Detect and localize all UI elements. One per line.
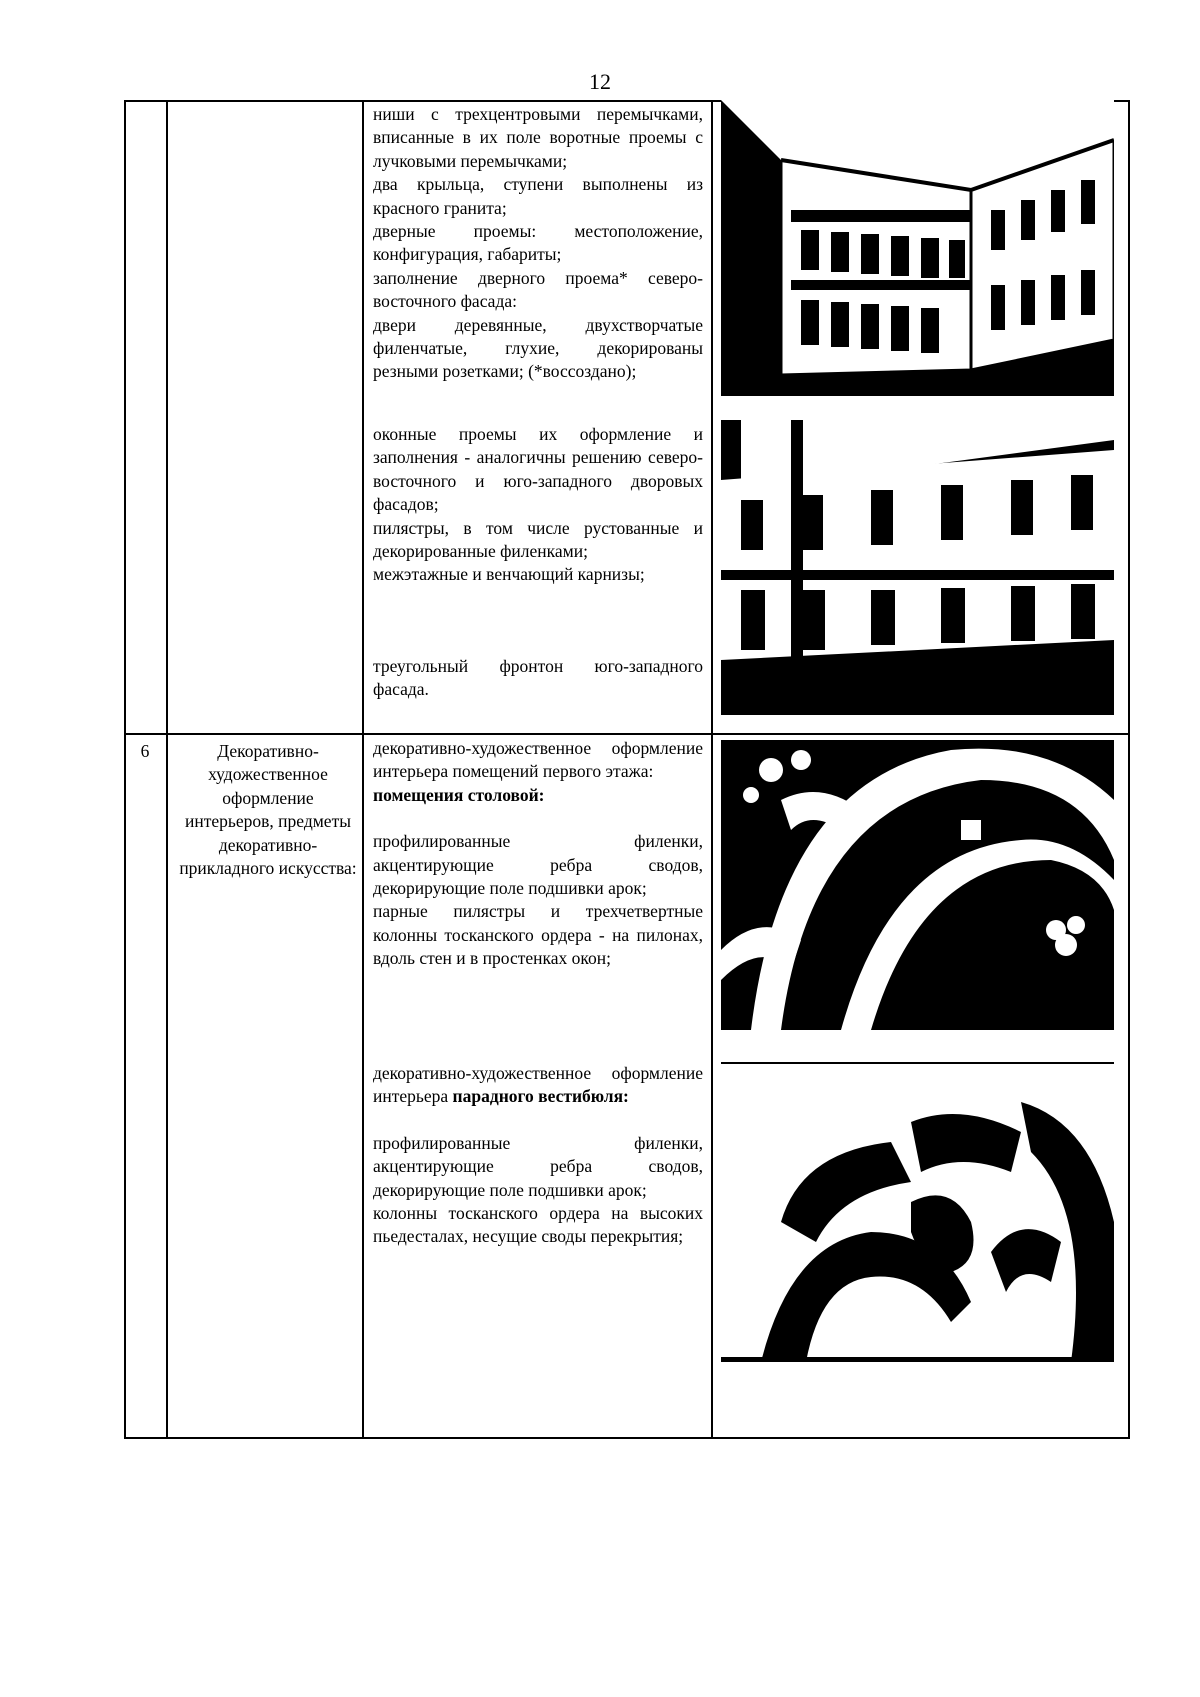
description-paragraph: оконные проемы их оформление и заполнения - аналогичны решению северо-восточного и юго-западного дворовых фасадов; xyxy=(373,424,703,515)
column-divider-1 xyxy=(166,100,168,1439)
photo-facade-pilasters xyxy=(721,420,1114,715)
row-6-number: 6 xyxy=(140,741,150,761)
description-paragraph xyxy=(373,1062,703,1109)
description-paragraph: колонны тосканского ордера на высоких пьедесталах, несущие своды перекрытия; xyxy=(373,1203,703,1247)
description-paragraph: два крыльца, ступени выполнены из красного гранита; xyxy=(373,174,703,218)
row-divider xyxy=(124,733,1130,735)
table-right-border xyxy=(1128,100,1130,1439)
page-number: 12 xyxy=(589,69,611,94)
table-bottom-border xyxy=(124,1437,1130,1439)
row-a-description-1 xyxy=(373,103,703,384)
description-paragraph: профилированные филенки, акцентирующие ребра сводов, декорирующие поле подшивки арок; xyxy=(373,1132,703,1200)
description-paragraph: межэтажные и венчающий карнизы; xyxy=(373,564,645,585)
section-heading-dining-room: помещения столовой: xyxy=(373,784,545,805)
description-paragraph: треугольный фронтон юго-западного фасада. xyxy=(373,656,703,700)
column-divider-3 xyxy=(711,100,713,1439)
row-a-description-3 xyxy=(373,655,703,702)
row-6-description-1 xyxy=(373,737,703,971)
description-paragraph: декоративно-художественное оформление интерьера помещений первого этажа: xyxy=(373,738,703,782)
table-left-border xyxy=(124,100,126,1439)
photo-courtyard-facade xyxy=(721,100,1114,396)
description-paragraph: пилястры, в том числе рустованные и декорированные филенками; xyxy=(373,517,703,562)
description-paragraph: дверные проемы: местоположение, конфигурация, габариты; xyxy=(373,221,703,265)
row-6-name: Декоративно-художественное оформление интерьеров, предметы декоративно-прикладного искусства: xyxy=(179,741,357,879)
photo-vestibule-vaults xyxy=(721,1062,1114,1362)
description-paragraph: профилированные филенки, акцентирующие ребра сводов, декорирующие поле подшивки арок; xyxy=(373,831,703,899)
intro-text: декоративно-художественное оформление интерьера xyxy=(373,1063,703,1107)
description-paragraph: двери деревянные, двухстворчатые филенчатые, глухие, декорированы резными розетками; (*воссоздано); xyxy=(373,314,703,382)
row-6-description-2 xyxy=(373,1062,703,1249)
description-paragraph: заполнение дверного проема* северо-восточного фасада: xyxy=(373,267,703,312)
description-paragraph: парные пилястры и трехчетвертные колонны тосканского ордера - на пилонах, вдоль стен и в простенках окон; xyxy=(373,901,703,969)
row-a-description-2 xyxy=(373,423,703,587)
description-paragraph: ниши с трехцентровыми перемычками, вписанные в их поле воротные проемы с лучковыми перемычками; xyxy=(373,104,703,171)
photo-dining-room-vaults xyxy=(721,740,1114,1030)
column-divider-2 xyxy=(362,100,364,1439)
section-heading-vestibule: парадного вестибюля: xyxy=(452,1086,629,1107)
